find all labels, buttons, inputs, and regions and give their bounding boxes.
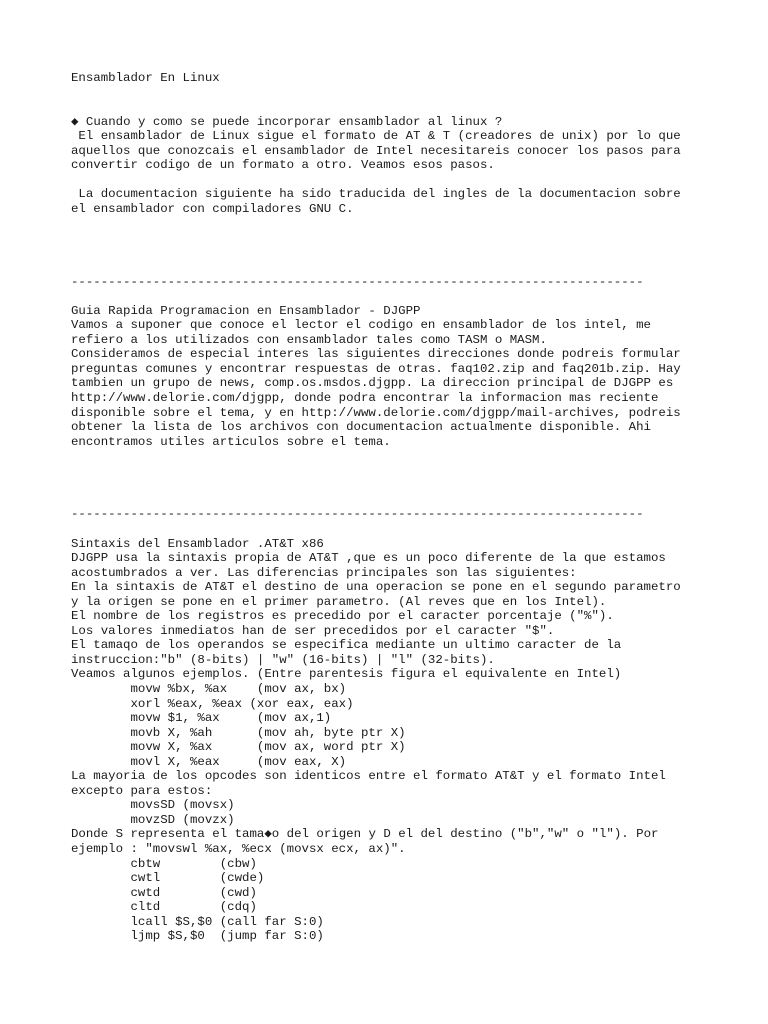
text-line: preguntas comunes y encontrar respuestas de otras. faq102.zip and faq201b.zip. Hay (71, 361, 681, 376)
text-line: Veamos algunos ejemplos. (Entre parentesis figura el equivalente en Intel) (71, 667, 622, 682)
code-line: cltd (cdq) (71, 900, 257, 915)
blank-line (71, 464, 751, 479)
code-line: lcall $S,$0 (call far S:0) (71, 914, 324, 929)
section-heading: Sintaxis del Ensamblador .AT&T x86 (71, 536, 324, 551)
text-line: y la origen se pone en el primer parametro. (Al reves que en los Intel). (71, 594, 607, 609)
blank-line (71, 522, 751, 537)
text-line: Los valores inmediatos han de ser precedidos por el caracter "$". (71, 623, 555, 638)
code-line: movzSD (movzx) (71, 812, 235, 827)
code-line: movw X, %ax (mov ax, word ptr X) (71, 740, 406, 755)
blank-line (71, 86, 751, 101)
code-line: movsSD (movsx) (71, 798, 235, 813)
text-line: el ensamblador con compiladores GNU C. (71, 201, 354, 216)
blank-line (71, 231, 751, 246)
separator-line: ----------------------------------------------------------------------------- (71, 274, 644, 289)
code-line: movb X, %ah (mov ah, byte ptr X) (71, 725, 406, 740)
code-line: ljmp $S,$0 (jump far S:0) (71, 929, 324, 944)
code-line: cwtd (cwd) (71, 885, 257, 900)
blank-line (71, 216, 751, 231)
text-line: Donde S representa el tama◆o del origen y D el del destino ("b","w" o "l"). Por (71, 827, 659, 842)
blank-line (71, 289, 751, 304)
section-heading: Guia Rapida Programacion en Ensamblador - DJGPP (71, 303, 421, 318)
blank-line (71, 246, 751, 261)
document-body (71, 71, 751, 944)
code-line: xorl %eax, %eax (xor eax, eax) (71, 696, 354, 711)
text-line: tambien un grupo de news, comp.os.msdos.djgpp. La direccion principal de DJGPP es (71, 376, 674, 391)
text-line: DJGPP usa la sintaxis propia de AT&T ,que es un poco diferente de la que estamos (71, 551, 666, 566)
text-line: ejemplo : "movswl %ax, %ecx (movsx ecx, ax)". (71, 841, 406, 856)
text-line: Vamos a suponer que conoce el lector el codigo en ensamblador de los intel, me (71, 318, 651, 333)
text-line: excepto para estos: (71, 783, 213, 798)
code-line: movl X, %eax (mov eax, X) (71, 754, 347, 769)
text-line: El ensamblador de Linux sigue el formato de AT & T (creadores de unix) por lo que (71, 129, 681, 144)
code-line: cwtl (cwde) (71, 871, 265, 886)
code-line: movw %bx, %ax (mov ax, bx) (71, 681, 347, 696)
text-line: convertir codigo de un formato a otro. Veamos esos pasos. (71, 158, 495, 173)
separator-line: ----------------------------------------------------------------------------- (71, 507, 644, 522)
blank-line (71, 100, 751, 115)
question-line: ◆ Cuando y como se puede incorporar ensamblador al linux ? (71, 114, 503, 129)
blank-line (71, 449, 751, 464)
text-line: encontramos utiles articulos sobre el tema. (71, 434, 391, 449)
text-line: aquellos que conozcais el ensamblador de Intel necesitareis conocer los pasos para (71, 143, 681, 158)
code-line: cbtw (cbw) (71, 856, 257, 871)
text-line: instruccion:"b" (8-bits) | "w" (16-bits) | "l" (32-bits). (71, 652, 495, 667)
document-title: Ensamblador En Linux (71, 71, 220, 85)
text-line: En la sintaxis de AT&T el destino de una operacion se pone en el segundo parametro (71, 580, 681, 595)
blank-line (71, 173, 751, 188)
text-line: disponible sobre el tema, y en http://www.delorie.com/djgpp/mail-archives, podreis (71, 405, 681, 420)
text-line: refiero a los utilizados con ensamblador tales como TASM o MASM. (71, 332, 547, 347)
text-line: acostumbrados a ver. Las diferencias principales son las siguientes: (71, 565, 577, 580)
blank-line (71, 493, 751, 508)
text-line: La documentacion siguiente ha sido traducida del ingles de la documentacion sobre (71, 187, 681, 202)
blank-line (71, 260, 751, 275)
text-line: La mayoria de los opcodes son identicos entre el formato AT&T y el formato Intel (71, 769, 666, 784)
blank-line (71, 478, 751, 493)
text-line: El tamaqo de los operandos se especifica mediante un ultimo caracter de la (71, 638, 622, 653)
text-line: obtener la lista de los archivos con documentacion actualmente disponible. Ahi (71, 420, 651, 435)
text-line: Consideramos de especial interes las siguientes direcciones donde podreis formular (71, 347, 681, 362)
text-line: El nombre de los registros es precedido por el caracter porcentaje ("%"). (71, 609, 614, 624)
text-line: http://www.delorie.com/djgpp, donde podra encontrar la informacion mas reciente (71, 391, 659, 406)
code-line: movw $1, %ax (mov ax,1) (71, 711, 332, 726)
